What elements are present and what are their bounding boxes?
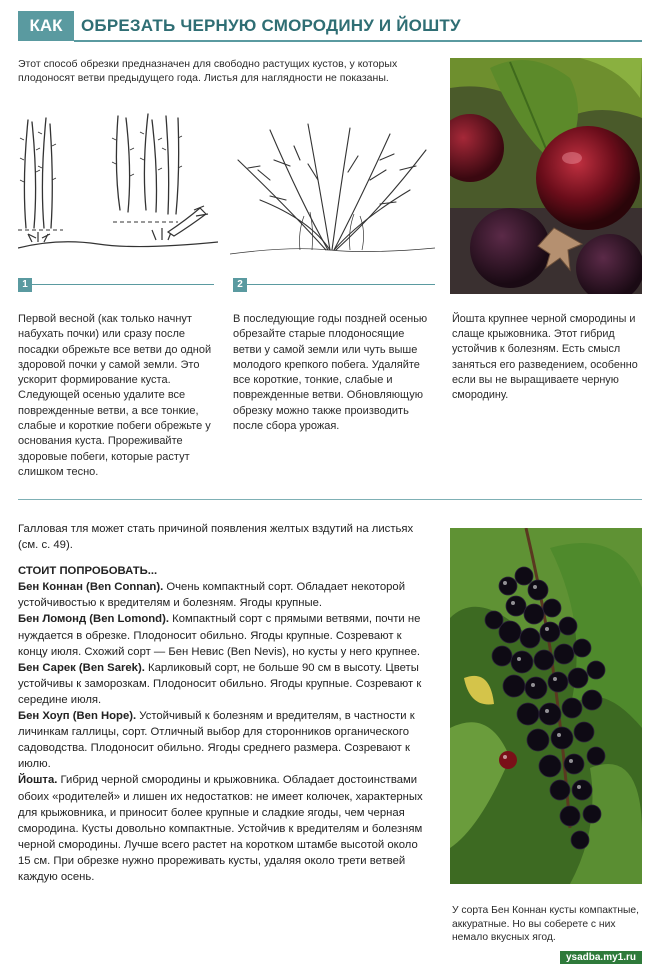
jostaberry-image [450,58,642,294]
variety-name: Йошта. [18,774,58,787]
variety-item [18,772,428,885]
header-tag: КАК [18,11,74,41]
intro-text: Этот способ обрезки предназначен для свободно растущих кустов, у которых плодоносят ветви предыдущего года. Листья для наглядности не показаны. [18,58,398,84]
step-rule [247,284,435,285]
variety-item [18,708,428,772]
step-number: 1 [18,278,32,292]
step-rule [32,284,214,285]
bush-cut-sketch [18,110,218,270]
variety-name: Бен Сарек (Ben Sarek). [18,661,145,674]
worth-trying-heading: СТОИТ ПОПРОБОВАТЬ... [18,565,158,578]
jostaberry-photo [450,58,642,294]
variety-name: Бен Ломонд (Ben Lomond). [18,613,169,626]
pruning-illustration-1 [18,110,218,270]
variety-description: Устойчивый к болезням и вредителям, в частности к личинкам галлицы, сорт. Отличный выбор для сторонников органического садоводства. Плодоносит обильно. Ягоды среднего размера. Созревают к июлю. [18,710,415,771]
blackcurrant-caption: У сорта Бен Коннан кусты компактные, аккуратные. Но вы соберете с них немало вкусных ягод. [452,905,640,943]
variety-description: Компактный сорт с прямыми ветвями, почти не нуждается в обрезке. Плодоносит обильно. Ягоды крупные. Созревают к концу июля. Схожий сорт — Бен Невис (Ben Nevis), но кусты у него крупнее. [18,613,421,658]
blackcurrant-image [450,528,642,884]
step-2-bar [233,278,435,292]
section-divider [18,499,642,500]
header-rule [74,40,642,42]
varieties-text [18,521,428,885]
variety-description: Очень компактный сорт. Обладает некоторой устойчивостью к вредителям и болезням. Ягоды крупные. [18,581,406,610]
variety-item [18,611,428,659]
page-title: ОБРЕЗАТЬ ЧЕРНУЮ СМОРОДИНУ И ЙОШТУ [81,16,461,35]
jostaberry-caption: Йошта крупнее черной смородины и слаще крыжовника. Этот гибрид устойчив к болезням. Есть смысл заняться его разведением, особенно если вы не выращиваете черную смородину. [452,313,638,402]
variety-name: Бен Хоуп (Ben Hope). [18,710,137,723]
variety-name: Бен Коннан (Ben Connan). [18,581,164,594]
step-2-text: В последующие годы поздней осенью обрезайте старые плодоносящие ветви у самой земли или чуть выше молодого крепкого побега. Удаляйте все короткие, тонкие, слабые и поврежденные ветви. Обновляющую обрезку можно также производить после сбора урожая. [233,313,428,433]
step-1-text: Первой весной (как только начнут набухать почки) или сразу после посадки обрежьте все ветви до одной здоровой почки у самой земли. Это ускорит формирование куста. Следующей осенью удалите все поврежденные ветви, а все тонкие, слабые и короткие побеги обрежьте у основания куста. Прореживайте здоровые побеги, которые растут слишком тесно. [18,313,212,478]
mature-bush-sketch [230,120,435,270]
variety-item [18,660,428,708]
pruning-illustration-2 [230,120,435,270]
blackcurrant-photo [450,528,642,884]
page-header [18,11,642,41]
variety-description: Карликовый сорт, не больше 90 см в высоту. Цветы устойчивы к заморозкам. Плодоносит обильно. Ягоды крупные. Созревают к середине июля. [18,661,422,706]
site-watermark: ysadba.my1.ru [560,951,642,964]
step-1-bar [18,278,214,292]
variety-item [18,579,428,611]
aphid-note: Галловая тля может стать причиной появления желтых вздутий на листьях (см. с. 49). [18,523,414,552]
step-number: 2 [233,278,247,292]
variety-description: Гибрид черной смородины и крыжовника. Обладает достоинствами обоих «родителей» и лишен их недостатков: не имеет колючек, характерных для крыжовника, и приносит более крупные и сладкие ягоды, чем черная смородина. Кусты довольно компактные. Устойчив к вредителям и болезням черной смородины. Лучше всего растет на коротком штамбе высотой около 15 см. При обрезке нужно прореживать кусты, удаляя около трети ветвей каждую осень. [18,774,423,883]
